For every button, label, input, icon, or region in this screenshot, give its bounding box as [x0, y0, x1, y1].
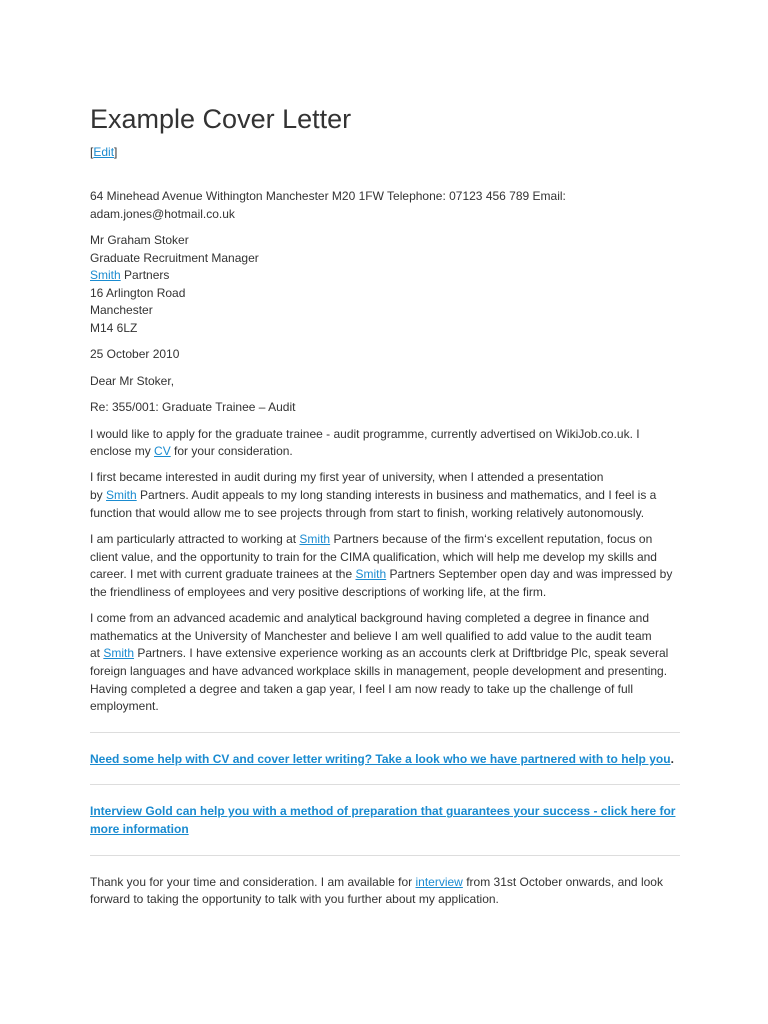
paragraph-text: Audit appeals to my long standing interests in business and mathematics, and I feel is a function that would allow me to see projects through from start to finish, working relatively autonomously. — [90, 488, 657, 520]
recipient-company — [90, 267, 680, 285]
edit-bracket-open: [ — [90, 145, 94, 159]
body-paragraph-4 — [90, 610, 680, 716]
body-paragraph-2 — [90, 469, 680, 522]
smith-link[interactable]: Smith — [299, 532, 331, 547]
recipient-address — [90, 232, 680, 338]
paragraph-text: I would like to apply for the graduate trainee - audit programme, currently advertised on WikiJob.co.uk. I enclose my — [90, 426, 640, 459]
paragraph-text: I come from an advanced academic and analytical background having completed a degree in finance and mathematics at the University of Manchester and believe I am well qualified to add value to the audit team — [90, 611, 652, 643]
body-paragraph-3 — [90, 531, 680, 601]
page-title: Example Cover Letter — [90, 104, 352, 134]
paragraph-text: for your consideration. — [170, 444, 293, 459]
paragraph-text: I have extensive experience working as an accounts clerk at Driftbridge Plc, speak several foreign languages and have advanced workplace skills in management, people development and presenting. Having completed a degree and taken a gap year, I feel I am now ready to take up the challenge of full employment. — [90, 646, 669, 714]
edit-bracket-close: ] — [114, 145, 118, 159]
recipient-name: Mr Graham Stoker — [90, 232, 189, 247]
paragraph-text: Partners. — [136, 488, 189, 503]
edit-link[interactable]: Edit — [93, 145, 115, 159]
interview-link[interactable]: interview — [415, 874, 463, 889]
cv-help-period: . — [670, 751, 674, 766]
smith-link[interactable]: Smith — [103, 646, 135, 661]
section-divider — [90, 784, 680, 785]
body-paragraph-1 — [90, 426, 680, 461]
recipient-street: 16 Arlington Road — [90, 285, 186, 300]
interview-gold-link[interactable]: Interview Gold can help you with a method of preparation that guarantees your success - click here for more information — [90, 804, 676, 836]
paragraph-text: at — [90, 646, 104, 661]
interview-gold-promo — [90, 803, 680, 838]
section-divider — [90, 855, 680, 856]
company-mention — [90, 646, 186, 660]
paragraph-text: I first became interested in audit during my first year of university, when I attended a presentation — [90, 470, 604, 485]
reference-line: Re: 355/001: Graduate Trainee – Audit — [90, 400, 296, 415]
cv-help-link[interactable]: Need some help with CV and cover letter writing? Take a look who we have partnered with to help you — [90, 751, 671, 766]
company-mention — [90, 488, 189, 502]
recipient-postcode: M14 6LZ — [90, 320, 138, 335]
paragraph-text: Thank you for your time and consideration. I am available for — [90, 874, 416, 889]
cv-link[interactable]: CV — [154, 444, 171, 459]
sender-address: 64 Minehead Avenue Withington Manchester M20 1FW Telephone: 07123 456 789 Email: adam.jones@hotmail.co.uk — [90, 188, 566, 221]
smith-link[interactable]: Smith — [355, 567, 387, 582]
recipient-city: Manchester — [90, 303, 153, 318]
paragraph-text: Partners. — [134, 646, 187, 661]
paragraph-text: Partners September open day and was impressed by the friendliness of employees and very positive descriptions of working life, at the firm. — [90, 567, 673, 599]
smith-link[interactable]: Smith — [90, 268, 121, 283]
paragraph-text: I am particularly attracted to working at — [90, 532, 300, 547]
recipient-position: Graduate Recruitment Manager — [90, 250, 259, 265]
cv-help-promo — [90, 751, 680, 769]
closing-paragraph — [90, 874, 680, 909]
edit-section — [90, 144, 680, 162]
letter-date: 25 October 2010 — [90, 347, 180, 362]
section-divider — [90, 732, 680, 733]
salutation: Dear Mr Stoker, — [90, 373, 175, 388]
article-content — [90, 103, 680, 909]
recipient-company-rest: Partners — [120, 268, 170, 283]
smith-link[interactable]: Smith — [106, 488, 137, 503]
paragraph-text: by — [90, 488, 107, 503]
paragraph-text: from 31st October onwards, and look forward to taking the opportunity to talk with you further about my application. — [90, 874, 663, 907]
paragraph-text: Partners because of the firm‘s excellent reputation, focus on client value, and the opportunity to train for the CIMA qualification, which will help me develop my skills and career. I met with current graduate trainees at the — [90, 532, 657, 582]
